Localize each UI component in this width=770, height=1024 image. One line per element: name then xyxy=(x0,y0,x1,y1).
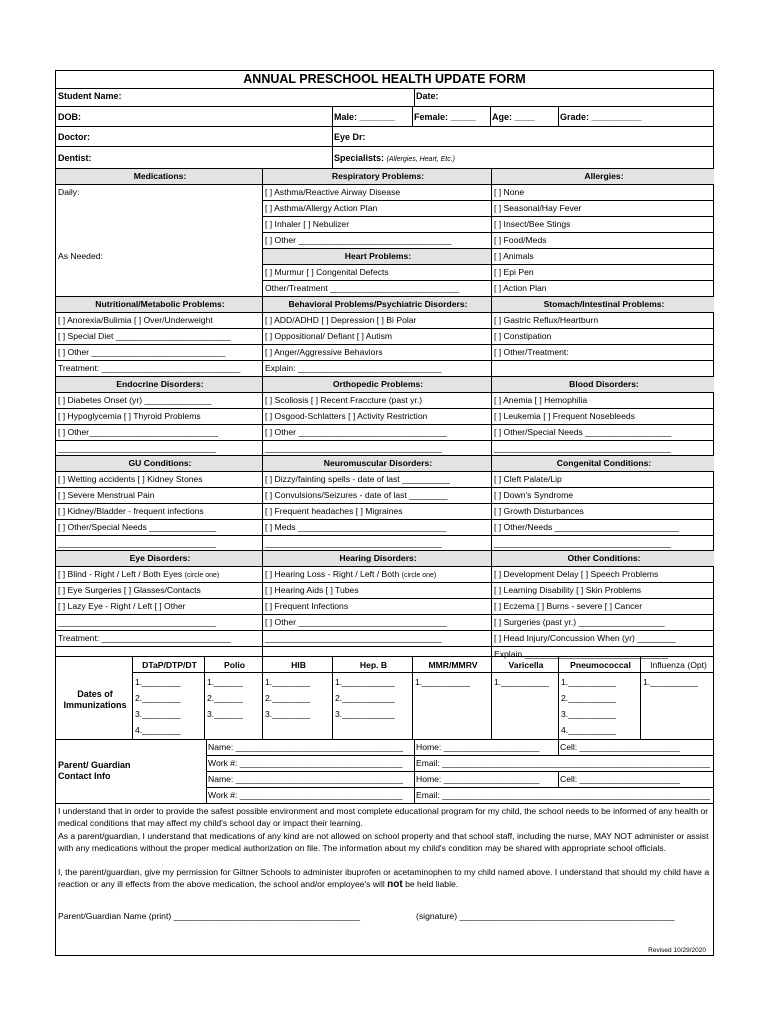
sec2-right-item[interactable]: [ ] Constipation xyxy=(492,329,714,345)
male-field[interactable]: Male: _______ xyxy=(334,112,395,122)
sec3-right-item[interactable]: [ ] Anemia [ ] Hemophilia xyxy=(492,393,714,409)
sec4-mid-item[interactable]: [ ] Dizzy/fainting spells - date of last __________ xyxy=(263,472,491,488)
parent-row xyxy=(56,739,713,803)
immunization-date-field[interactable]: 1.__________ xyxy=(494,677,549,687)
sec2-mid-heading: Behavioral Problems/Psychiatric Disorders: xyxy=(263,297,491,313)
sec2-left-item[interactable]: [ ] Special Diet ________________________ xyxy=(56,329,262,345)
immunization-date-field[interactable]: 2.________ xyxy=(135,693,181,703)
sec4-left-item[interactable]: [ ] Kidney/Bladder - frequent infections xyxy=(56,504,262,520)
sec4-left-item[interactable]: _________________________________ xyxy=(58,538,216,548)
sec1-right-column xyxy=(491,169,714,297)
sec1-left-heading: Medications: xyxy=(56,169,262,185)
sec5-right-item[interactable]: [ ] Surgeries (past yr.) __________________ xyxy=(492,615,714,631)
form-title: ANNUAL PRESCHOOL HEALTH UPDATE FORM xyxy=(243,72,526,86)
sec4-right-item[interactable]: _____________________________________ xyxy=(494,538,671,548)
sec4-right-item[interactable]: [ ] Cleft Palate/Lip xyxy=(492,472,714,488)
guardian-cell-field[interactable]: Cell: _____________________ xyxy=(558,772,714,788)
sec3-mid-item[interactable]: _____________________________________ xyxy=(265,443,442,453)
immunization-header: Influenza (Opt) xyxy=(641,657,714,673)
sec5-right-column xyxy=(491,551,714,663)
immunization-date-field[interactable]: 1.________ xyxy=(135,677,181,687)
sec3-mid-column xyxy=(262,377,491,457)
sec1-right-heading: Allergies: xyxy=(492,169,714,185)
immunization-date-field[interactable]: 1.__________ xyxy=(415,677,470,687)
sec4-right-column xyxy=(491,456,714,552)
circle-option-text: [ ] Blind - Right / Left / Both Eyes xyxy=(58,569,183,579)
sec1-left-item[interactable] xyxy=(56,265,262,281)
sec4-mid-heading: Neuromuscular Disorders: xyxy=(263,456,491,472)
sec5-left-column xyxy=(56,551,262,663)
student-name-field[interactable]: Student Name: xyxy=(58,91,122,101)
student-row xyxy=(56,88,713,106)
immunization-date-field[interactable]: 1.__________ xyxy=(561,677,616,687)
parent-label xyxy=(56,740,206,804)
immunization-label-line2: Immunizations xyxy=(63,700,127,710)
dob-row xyxy=(56,106,713,126)
sec2-left-column xyxy=(56,297,262,377)
immunization-column xyxy=(132,657,204,740)
health-form xyxy=(55,70,714,956)
specialists-field[interactable] xyxy=(332,147,714,168)
sec5-right-item[interactable]: [ ] Head Injury/Concussion When (yr) ________ xyxy=(492,631,714,647)
immunization-date-field[interactable]: 2.__________ xyxy=(561,693,616,703)
immunization-date-field[interactable]: 2.______ xyxy=(207,693,243,703)
parent-name-print-field[interactable]: Parent/Guardian Name (print) _______________________________________ xyxy=(58,911,360,921)
consent-section xyxy=(56,803,713,957)
immunization-column xyxy=(204,657,262,740)
immunization-date-field[interactable]: 4.________ xyxy=(135,725,181,735)
consent-p3-part1: I, the parent/guardian, give my permission for Giltner Schools to administer ibuprofen or acetaminophen to my child named above. I understand that should my child have a reaction or any ill effects from the above medication, the school and/or employee's will xyxy=(58,867,710,889)
guardian-name-field[interactable]: Name: ___________________________________ xyxy=(206,772,414,788)
sec4-left-item[interactable]: [ ] Wetting accidents [ ] Kidney Stones xyxy=(56,472,262,488)
sec1-mid-column xyxy=(262,169,491,297)
guardian-work-field[interactable]: Work #: __________________________________ xyxy=(206,756,414,772)
sec5-left-item[interactable]: [ ] Eye Surgeries [ ] Glasses/Contacts xyxy=(56,583,262,599)
immunization-header: MMR/MMRV xyxy=(413,657,491,673)
immunization-column xyxy=(332,657,412,740)
date-field[interactable]: Date: xyxy=(416,91,439,101)
immunization-date-field[interactable]: 2.________ xyxy=(265,693,311,703)
sec3-right-heading: Blood Disorders: xyxy=(492,377,714,393)
sec4-mid-item[interactable]: [ ] Meds _______________________________ xyxy=(263,520,491,536)
sec1-left-column xyxy=(56,169,262,297)
sec4-right-item[interactable]: [ ] Growth Disturbances xyxy=(492,504,714,520)
sec4-mid-column xyxy=(262,456,491,552)
sec2-right-heading: Stomach/Intestinal Problems: xyxy=(492,297,714,313)
sec2-mid-item[interactable]: [ ] Anger/Aggressive Behaviors xyxy=(263,345,491,361)
sec1-mid-item[interactable]: [ ] Other ________________________________ xyxy=(263,233,491,249)
sec3-section xyxy=(56,376,713,456)
consent-paragraph-1: I understand that in order to provide the safest possible environment and most complete educational program for my child, the school needs to be informed of any health or medical conditions that may affect my child's school day or impact their learning. xyxy=(58,806,709,828)
sec2-left-item[interactable]: [ ] Other ____________________________ xyxy=(56,345,262,361)
consent-paragraph-2: As a parent/guardian, I understand that medications of any kind are not allowed on school property and that school staff, including the nurse, MAY NOT administer or assist with any medications without the proper medical authorization on file. The information about my child's condition may be shared with appropriate school officials. xyxy=(58,831,709,853)
sec2-right-column xyxy=(491,297,714,377)
immunization-column xyxy=(262,657,332,740)
sec3-left-item[interactable]: [ ] Hypoglycemia [ ] Thyroid Problems xyxy=(56,409,262,425)
sec5-section xyxy=(56,550,713,662)
sec2-left-item[interactable]: Treatment: _____________________________ xyxy=(58,363,241,373)
immunization-date-field[interactable]: 3.__________ xyxy=(561,709,616,719)
sec3-right-item[interactable]: [ ] Leukemia [ ] Frequent Nosebleeds xyxy=(492,409,714,425)
sec5-mid-item[interactable]: [ ] Other _______________________________ xyxy=(263,615,491,631)
immunization-date-field[interactable]: 3.________ xyxy=(135,709,181,719)
sec4-mid-item[interactable]: _____________________________________ xyxy=(265,538,442,548)
sec5-left-item[interactable]: [ ] Lazy Eye - Right / Left [ ] Other xyxy=(56,599,262,615)
sec5-left-item[interactable]: Treatment: ___________________________ xyxy=(56,631,262,647)
sec1-mid-item[interactable]: [ ] Asthma/Allergy Action Plan xyxy=(263,201,491,217)
immunization-date-field[interactable]: 4.__________ xyxy=(561,725,616,735)
age-field[interactable]: Age: ____ xyxy=(492,112,535,122)
sec2-right-item[interactable]: [ ] Other/Treatment: xyxy=(492,345,714,361)
sec3-right-item[interactable]: _____________________________________ xyxy=(494,443,671,453)
circle-one-note: (circle one) xyxy=(184,572,220,579)
consent-p3-not: not xyxy=(387,878,403,890)
sec1-left-item[interactable] xyxy=(56,281,262,297)
sec5-right-item[interactable]: [ ] Learning Disability [ ] Skin Problems xyxy=(492,583,714,599)
parent-label-line1: Parent/ Guardian xyxy=(58,760,131,770)
consent-paragraph-3 xyxy=(58,867,711,890)
doctor-row xyxy=(56,126,713,146)
immunization-column xyxy=(558,657,640,740)
consent-p3-part2: be held liable. xyxy=(402,878,459,889)
sec1-right-item[interactable]: [ ] Food/Meds xyxy=(492,233,714,249)
sec5-mid-item[interactable]: _____________________________________ xyxy=(263,631,491,647)
sec5-mid-heading: Hearing Disorders: xyxy=(263,551,491,567)
sec4-mid-item[interactable]: [ ] Convulsions/Seizures - date of last ________ xyxy=(263,488,491,504)
sec5-mid-item[interactable] xyxy=(263,567,491,583)
sec5-mid-column xyxy=(262,551,491,663)
sec3-mid-item[interactable]: [ ] Osgood-Schlatters [ ] Activity Restriction xyxy=(263,409,491,425)
sec5-right-item[interactable]: Explain ______________________________ xyxy=(494,649,668,659)
sec2-mid-item[interactable]: [ ] Oppositional/ Defiant [ ] Autism xyxy=(263,329,491,345)
sec5-right-heading: Other Conditions: xyxy=(492,551,714,567)
dentist-row xyxy=(56,146,713,168)
revised-date: Revised 10/29/2020 xyxy=(648,947,706,954)
sec5-left-item[interactable] xyxy=(56,567,262,583)
sec1-mid-item[interactable]: [ ] Murmur [ ] Congenital Defects xyxy=(263,265,491,281)
immunization-label xyxy=(56,657,132,740)
immunization-date-field[interactable]: 2.___________ xyxy=(335,693,395,703)
immunization-header: DTaP/DTP/DT xyxy=(133,657,204,673)
specialists-note: (Allergies, Heart, Etc.) xyxy=(386,156,456,163)
sec3-right-item[interactable]: [ ] Other/Special Needs __________________ xyxy=(492,425,714,441)
circle-one-note: (circle one) xyxy=(401,572,437,579)
sec1-left-item[interactable] xyxy=(56,233,262,249)
sec3-mid-item[interactable]: [ ] Other _______________________________ xyxy=(263,425,491,441)
guardian-work-field[interactable]: Work #: __________________________________ xyxy=(208,790,403,800)
sec3-left-heading: Endocrine Disorders: xyxy=(56,377,262,393)
dob-field[interactable]: DOB: xyxy=(58,112,81,122)
circle-option-text: [ ] Hearing Loss - Right / Left / Both xyxy=(265,569,400,579)
immunization-label-line1: Dates of xyxy=(77,689,113,699)
sec1-right-item[interactable]: [ ] Action Plan xyxy=(494,283,547,293)
sec3-left-item[interactable]: [ ] Diabetes Onset (yr) ______________ xyxy=(56,393,262,409)
sec1-left-item[interactable] xyxy=(56,201,262,217)
guardian-home-field[interactable]: Home: ____________________ xyxy=(414,772,558,788)
sec2-mid-column xyxy=(262,297,491,377)
immunization-column xyxy=(640,657,714,740)
guardian-name-field[interactable]: Name: ___________________________________ xyxy=(206,740,414,756)
dentist-field[interactable]: Dentist: xyxy=(58,153,92,163)
sec1-mid-item[interactable]: [ ] Inhaler [ ] Nebulizer xyxy=(263,217,491,233)
guardian-cell-field[interactable]: Cell: _____________________ xyxy=(558,740,714,756)
immunization-header: Varicella xyxy=(492,657,558,673)
doctor-field[interactable]: Doctor: xyxy=(58,132,90,142)
sec4-left-item[interactable]: [ ] Severe Menstrual Pain xyxy=(56,488,262,504)
sec1-right-item[interactable]: [ ] Animals xyxy=(492,249,714,265)
immunization-header: Hep. B xyxy=(333,657,412,673)
sec3-mid-item[interactable]: [ ] Scoliosis [ ] Recent Fraccture (past yr.) xyxy=(263,393,491,409)
sec5-mid-item[interactable]: [ ] Frequent Infections xyxy=(263,599,491,615)
immunization-header: Pneumococcal xyxy=(559,657,640,673)
sec4-right-heading: Congenital Conditions: xyxy=(492,456,714,472)
sec5-left-heading: Eye Disorders: xyxy=(56,551,262,567)
sec1-right-item[interactable]: [ ] Epi Pen xyxy=(492,265,714,281)
sec1-section xyxy=(56,168,713,296)
sec4-mid-item[interactable]: [ ] Frequent headaches [ ] Migraines xyxy=(263,504,491,520)
sec2-mid-item[interactable]: [ ] ADD/ADHD [ ] Depression [ ] Bi Polar xyxy=(263,313,491,329)
sec4-right-item[interactable]: [ ] Other/Needs __________________________ xyxy=(492,520,714,536)
immunization-date-field[interactable]: 1.______ xyxy=(207,677,243,687)
sec5-mid-item[interactable]: [ ] Hearing Aids [ ] Tubes xyxy=(263,583,491,599)
specialists-label: Specialists: xyxy=(334,153,385,163)
signature-field[interactable]: (signature) _____________________________________________ xyxy=(416,911,675,921)
sec5-right-item[interactable]: [ ] Eczema [ ] Burns - severe [ ] Cancer xyxy=(492,599,714,615)
female-field[interactable]: Female: _____ xyxy=(414,112,476,122)
eye-dr-field[interactable]: Eye Dr: xyxy=(334,132,366,142)
immunization-date-field[interactable]: 3.___________ xyxy=(335,709,395,719)
immunization-date-field[interactable]: 3.________ xyxy=(265,709,311,719)
sec1-mid-item[interactable]: [ ] Asthma/Reactive Airway Disease xyxy=(263,185,491,201)
immunization-date-field[interactable]: 1.__________ xyxy=(643,677,698,687)
sec3-right-column xyxy=(491,377,714,457)
sec2-left-heading: Nutritional/Metabolic Problems: xyxy=(56,297,262,313)
sec3-mid-heading: Orthopedic Problems: xyxy=(263,377,491,393)
sec2-left-item[interactable]: [ ] Anorexia/Bulimia [ ] Over/Underweight xyxy=(56,313,262,329)
sec1-right-item[interactable]: [ ] Seasonal/Hay Fever xyxy=(492,201,714,217)
sec1-left-item[interactable] xyxy=(56,217,262,233)
sec3-left-item[interactable]: [ ] Other___________________________ xyxy=(56,425,262,441)
immunization-date-field[interactable]: 1.___________ xyxy=(335,677,395,687)
sec1-mid-heading: Respiratory Problems: xyxy=(263,169,491,185)
immunization-column xyxy=(412,657,491,740)
guardian-email-field[interactable]: Email: ________________________________________________________ xyxy=(416,790,710,800)
sec4-right-item[interactable]: [ ] Down's Syndrome xyxy=(492,488,714,504)
sec4-left-column xyxy=(56,456,262,552)
immunization-date-field[interactable]: 1.________ xyxy=(265,677,311,687)
sec5-left-item[interactable]: _________________________________ xyxy=(56,615,262,631)
sec2-section xyxy=(56,296,713,376)
sec5-right-item[interactable]: [ ] Development Delay [ ] Speech Problems xyxy=(492,567,714,583)
immunization-date-field[interactable]: 3.______ xyxy=(207,709,243,719)
parent-label-line2: Contact Info xyxy=(58,771,111,781)
guardian-email-field[interactable]: Email: ________________________________________________________ xyxy=(414,756,714,772)
sec2-right-item[interactable]: [ ] Gastric Reflux/Heartburn xyxy=(492,313,714,329)
sec3-left-item[interactable]: _________________________________ xyxy=(58,443,216,453)
sec1-left-item[interactable]: Daily: xyxy=(58,187,80,197)
sec1-mid-heading: Heart Problems: xyxy=(263,249,491,265)
sec4-section xyxy=(56,455,713,551)
sec2-mid-item[interactable]: Explain: ______________________________ xyxy=(265,363,442,373)
immunization-row xyxy=(56,656,713,739)
sec2-right-item[interactable] xyxy=(492,361,714,377)
sec4-left-item[interactable]: [ ] Other/Special Needs ______________ xyxy=(56,520,262,536)
guardian-home-field[interactable]: Home: ____________________ xyxy=(414,740,558,756)
sec1-left-item[interactable]: As Needed: xyxy=(58,251,103,261)
immunization-column xyxy=(491,657,558,740)
sec1-right-item[interactable]: [ ] Insect/Bee Stings xyxy=(492,217,714,233)
sec1-right-item[interactable]: [ ] None xyxy=(492,185,714,201)
immunization-header: Polio xyxy=(205,657,262,673)
sec1-mid-item[interactable]: Other/Treatment ___________________________ xyxy=(265,283,460,293)
immunization-header: HIB xyxy=(263,657,332,673)
sec4-left-heading: GU Conditions: xyxy=(56,456,262,472)
sec3-left-column xyxy=(56,377,262,457)
grade-field[interactable]: Grade: __________ xyxy=(560,112,642,122)
